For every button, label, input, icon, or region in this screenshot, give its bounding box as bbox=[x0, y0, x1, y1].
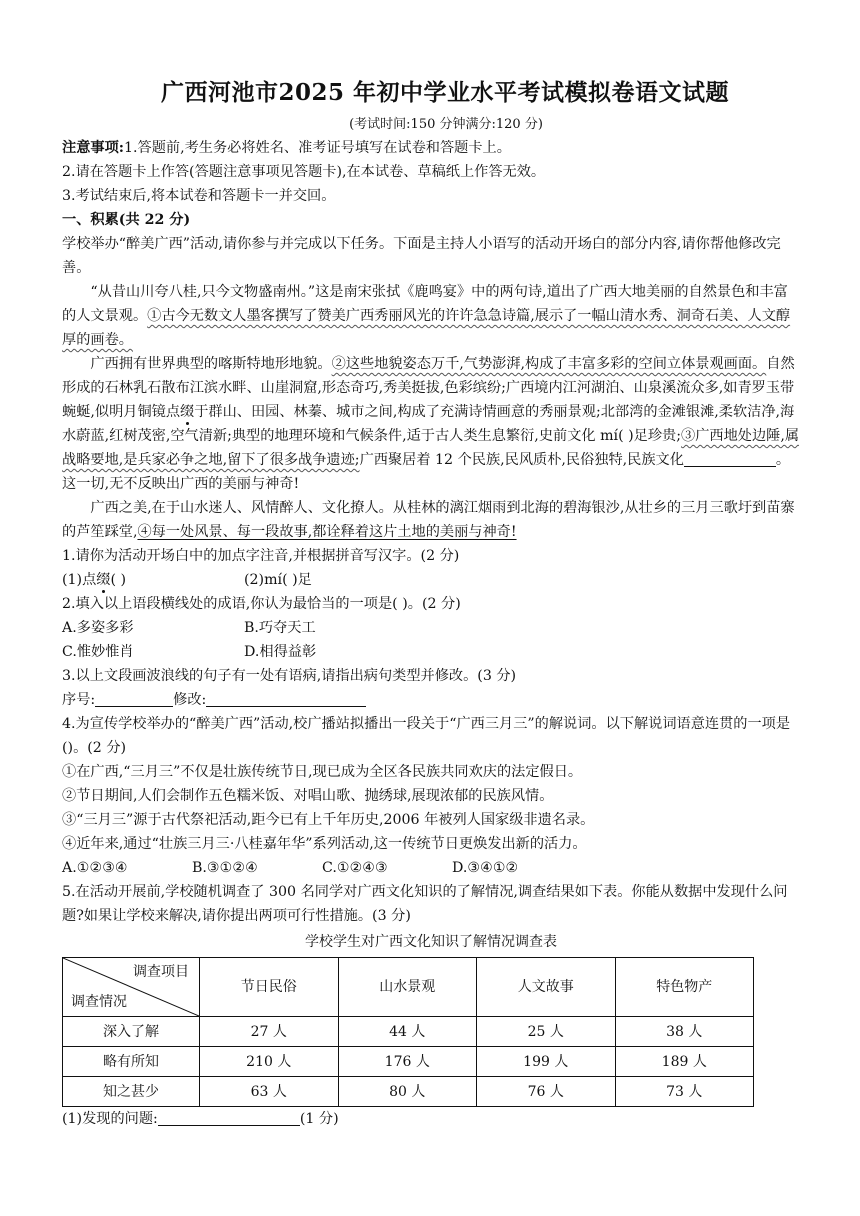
question-1-parts bbox=[62, 568, 800, 592]
option-c[interactable]: C.惟妙惟肖 bbox=[62, 644, 134, 660]
question-5-sub-1 bbox=[62, 1107, 800, 1131]
notice-item-3: 3.考试结束后,将本试卷和答题卡一并交回。 bbox=[62, 188, 336, 204]
corner-bottom-label: 调查情况 bbox=[71, 994, 127, 1010]
question-4-options bbox=[62, 856, 800, 880]
row-label: 略有所知 bbox=[63, 1047, 200, 1077]
passage-text: “从昔山川夸八桂,只今文物盛南州。”这是南宋张拭《鹿鸣宴》中的两句诗,道出了广西大地美丽的自然景色和丰富的人文景观。 bbox=[62, 284, 788, 324]
section-intro: 学校举办“醉美广西”活动,请你参与并完成以下任务。下面是主持人小语写的活动开场白的部分内容,请你帮他修改完善。 bbox=[62, 236, 781, 276]
problem-label: (1)发现的问题: bbox=[62, 1111, 158, 1127]
problem-blank[interactable] bbox=[158, 1109, 300, 1126]
revision-blank[interactable] bbox=[206, 690, 366, 707]
wavy-sentence-1: ①古今无数文人墨客撰写了赞美广西秀丽风光的许许急急诗篇,展示了一幅山清水秀、洞奇石美、人文醇厚的画卷。 bbox=[62, 308, 791, 348]
table-cell: 27 人 bbox=[200, 1017, 339, 1047]
number-blank[interactable] bbox=[95, 690, 173, 707]
wavy-sentence-2: ②这些地貌姿态万千,气势澎湃,构成了丰富多彩的空间立体景观画面。 bbox=[331, 356, 767, 372]
notice-line-1 bbox=[62, 136, 800, 160]
row-label: 深入了解 bbox=[63, 1017, 200, 1047]
question-4-stem: 4.为宣传学校举办的“醉美广西”活动,校广播站拟播出一段关于“广西三月三”的解说词。以下解说词语意连贯的一项是()。(2 分) bbox=[62, 716, 791, 756]
survey-table bbox=[62, 957, 754, 1107]
passage-text: 于群山、田园、林蓁、城市之间,构成了充满诗情画意的秀丽景观;北部湾的金滩银滩,柔软洁净,海水蔚蓝,红树茂密,空气清新;典型的地理环境和气候条件,适于古人类生息繁衍,史前文化 mí( )足珍贵; bbox=[62, 404, 795, 444]
table-cell: 44 人 bbox=[338, 1017, 477, 1047]
passage-paragraph-3 bbox=[62, 496, 800, 544]
table-row bbox=[63, 1017, 754, 1047]
column-header: 节日民俗 bbox=[200, 958, 339, 1017]
table-row bbox=[63, 1077, 754, 1107]
option-b[interactable]: B.巧夺天工 bbox=[244, 620, 316, 636]
option-a[interactable]: A.①②③④ bbox=[62, 860, 128, 876]
table-row bbox=[63, 1047, 754, 1077]
dotted-character: 缀 bbox=[96, 572, 111, 588]
notice-item-2: 2.请在答题卡上作答(答题注意事项见答题卡),在本试卷、草稿纸上作答无效。 bbox=[62, 164, 546, 180]
option-a[interactable]: A.多姿多彩 bbox=[62, 620, 134, 636]
number-label: 序号: bbox=[62, 692, 96, 708]
section-heading: 一、积累(共 22 分) bbox=[62, 212, 191, 228]
exam-subtitle: (考试时间:150 分钟满分:120 分) bbox=[349, 117, 543, 132]
table-cell: 25 人 bbox=[477, 1017, 616, 1047]
notice-item-1: 1.答题前,考生务必将姓名、准考证号填写在试卷和答题卡上。 bbox=[124, 140, 511, 156]
notice-label: 注意事项: bbox=[62, 140, 124, 156]
table-corner-cell bbox=[63, 958, 200, 1017]
column-header: 特色物产 bbox=[615, 958, 754, 1017]
table-cell: 63 人 bbox=[200, 1077, 339, 1107]
passage-paragraph-2 bbox=[62, 352, 800, 496]
underlined-sentence-4: ④每一处风景、每一段故事,都诠释着这片土地的美丽与神奇! bbox=[137, 524, 517, 540]
question-1-part-b[interactable]: (2)mí( )足 bbox=[244, 572, 312, 588]
question-3-answer-line bbox=[62, 688, 800, 712]
idiom-blank[interactable] bbox=[684, 450, 776, 467]
question-1-stem: 1.请你为活动开场白中的加点字注音,并根据拼音写汉字。(2 分) bbox=[62, 548, 460, 564]
passage-paragraph-1 bbox=[62, 280, 800, 352]
table-cell: 176 人 bbox=[338, 1047, 477, 1077]
question-4-sentence-1: ①在广西,“三月三”不仅是壮族传统节日,现已成为全区各民族共同欢庆的法定假日。 bbox=[62, 764, 583, 780]
table-cell: 38 人 bbox=[615, 1017, 754, 1047]
question-1-part-a[interactable]: (1)点缀( ) bbox=[62, 572, 127, 588]
table-cell: 76 人 bbox=[477, 1077, 616, 1107]
survey-table-title: 学校学生对广西文化知识了解情况调查表 bbox=[305, 934, 557, 950]
table-header-row bbox=[63, 958, 754, 1017]
revision-label: 修改: bbox=[173, 692, 207, 708]
passage-text: 自然形成的石林乳石散布江滨水畔、山崖洞窟,形态奇巧,秀美挺拔,色彩缤纷;广西境内江河湖泊、山泉溪流众多,如青罗玉带蜿蜒,似明月铜镜点 bbox=[62, 356, 795, 420]
passage-text: 广西之美,在于山水迷人、风情醉人、文化撩人。从桂林的漓江烟雨到北海的碧海银沙,从壮乡的三月三歌圩到苗寨的芦笙踩堂, bbox=[62, 500, 795, 540]
option-c[interactable]: C.①②④③ bbox=[322, 860, 388, 876]
column-header: 人文故事 bbox=[477, 958, 616, 1017]
question-5-stem: 5.在活动开展前,学校随机调查了 300 名同学对广西文化知识的了解情况,调查结果如下表。你能从数据中发现什么问题?如果让学校来解决,请你提出两项可行性措施。(3 分) bbox=[62, 884, 788, 924]
wavy-sentence-3: ③广西地处边陲,属战略要地,是兵家必争之地,留下了很多战争遗迹; bbox=[62, 428, 800, 468]
passage-text: 。这一切,无不反映出广西的美丽与神奇! bbox=[62, 452, 791, 492]
table-cell: 189 人 bbox=[615, 1047, 754, 1077]
question-3-stem: 3.以上文段画波浪线的句子有一处有语病,请指出病句类型并修改。(3 分) bbox=[62, 668, 517, 684]
question-4-sentence-3: ③“三月三”源于古代祭祀活动,距今已有上千年历史,2006 年被列人国家级非遗名录。 bbox=[62, 812, 595, 828]
question-4-sentence-2: ②节日期间,人们会制作五色糯米饭、对唱山歌、抛绣球,展现浓郁的民族风情。 bbox=[62, 788, 554, 804]
dotted-character: 缀 bbox=[180, 404, 195, 420]
corner-top-label: 调查项目 bbox=[133, 964, 189, 980]
option-d[interactable]: D.③④①② bbox=[452, 860, 519, 876]
option-d[interactable]: D.相得益彰 bbox=[244, 644, 317, 660]
question-2-options-row-1 bbox=[62, 616, 800, 640]
table-cell: 210 人 bbox=[200, 1047, 339, 1077]
question-4-sentence-4: ④近年来,通过“壮族三月三·八桂嘉年华”系列活动,这一传统节日更焕发出新的活力。 bbox=[62, 836, 587, 852]
table-cell: 199 人 bbox=[477, 1047, 616, 1077]
row-label: 知之甚少 bbox=[63, 1077, 200, 1107]
column-header: 山水景观 bbox=[338, 958, 477, 1017]
passage-text: 广西聚居着 12 个民族,民风质朴,民俗独特,民族文化 bbox=[359, 452, 684, 468]
table-cell: 73 人 bbox=[615, 1077, 754, 1107]
question-2-options-row-2 bbox=[62, 640, 800, 664]
passage-text: 广西拥有世界典型的喀斯特地形地貌。 bbox=[90, 356, 332, 372]
option-b[interactable]: B.③①②④ bbox=[192, 860, 258, 876]
exam-title: 广西河池市2025 年初中学业水平考试模拟卷语文试题 bbox=[160, 79, 730, 106]
score-note: (1 分) bbox=[299, 1111, 339, 1127]
exam-page bbox=[62, 76, 800, 1131]
question-2-stem: 2.填入以上语段横线处的成语,你认为最恰当的一项是( )。(2 分) bbox=[62, 596, 461, 612]
table-cell: 80 人 bbox=[338, 1077, 477, 1107]
